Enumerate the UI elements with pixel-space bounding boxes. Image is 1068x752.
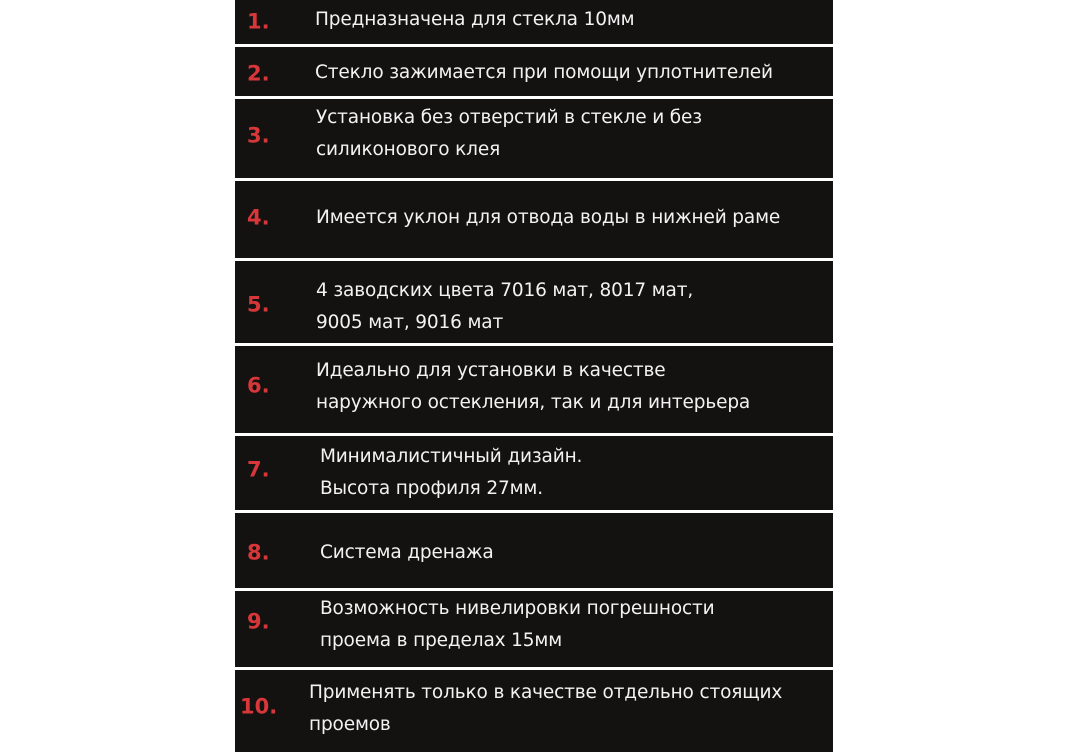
feature-number: 2. — [247, 61, 270, 86]
feature-row — [235, 181, 833, 258]
feature-row — [235, 670, 833, 752]
feature-row — [235, 436, 833, 510]
feature-text: 4 заводских цвета 7016 мат, 8017 мат, 9005 мат, 9016 мат — [316, 280, 694, 333]
feature-text: Минималистичный дизайн. Высота профиля 27мм. — [320, 446, 583, 499]
feature-text: Идеально для установки в качестве наружного остекления, так и для интерьера — [316, 360, 751, 413]
feature-row — [235, 591, 833, 667]
feature-text: Имеется уклон для отвода воды в нижней раме — [316, 207, 781, 228]
feature-row — [235, 346, 833, 433]
feature-text: Предназначена для стекла 10мм — [315, 9, 635, 30]
feature-number: 9. — [247, 609, 270, 634]
feature-text: Стекло зажимается при помощи уплотнителей — [315, 62, 773, 83]
feature-row — [235, 261, 833, 343]
feature-row — [235, 47, 833, 96]
feature-number: 4. — [247, 205, 270, 230]
feature-text: Возможность нивелировки погрешности проема в пределах 15мм — [320, 598, 715, 651]
feature-row — [235, 0, 833, 44]
feature-row — [235, 513, 833, 588]
feature-row — [235, 99, 833, 178]
feature-number: 8. — [247, 540, 270, 565]
feature-text: Система дренажа — [320, 542, 494, 563]
feature-number: 5. — [247, 292, 270, 317]
feature-number: 6. — [247, 373, 270, 398]
feature-number: 3. — [247, 123, 270, 148]
feature-text: Применять только в качестве отдельно стоящих проемов — [309, 682, 783, 735]
feature-text: Установка без отверстий в стекле и без силиконового клея — [316, 107, 702, 160]
feature-number: 1. — [247, 9, 270, 34]
feature-number: 7. — [247, 457, 270, 482]
feature-list — [235, 0, 833, 752]
feature-number: 10. — [240, 694, 278, 719]
